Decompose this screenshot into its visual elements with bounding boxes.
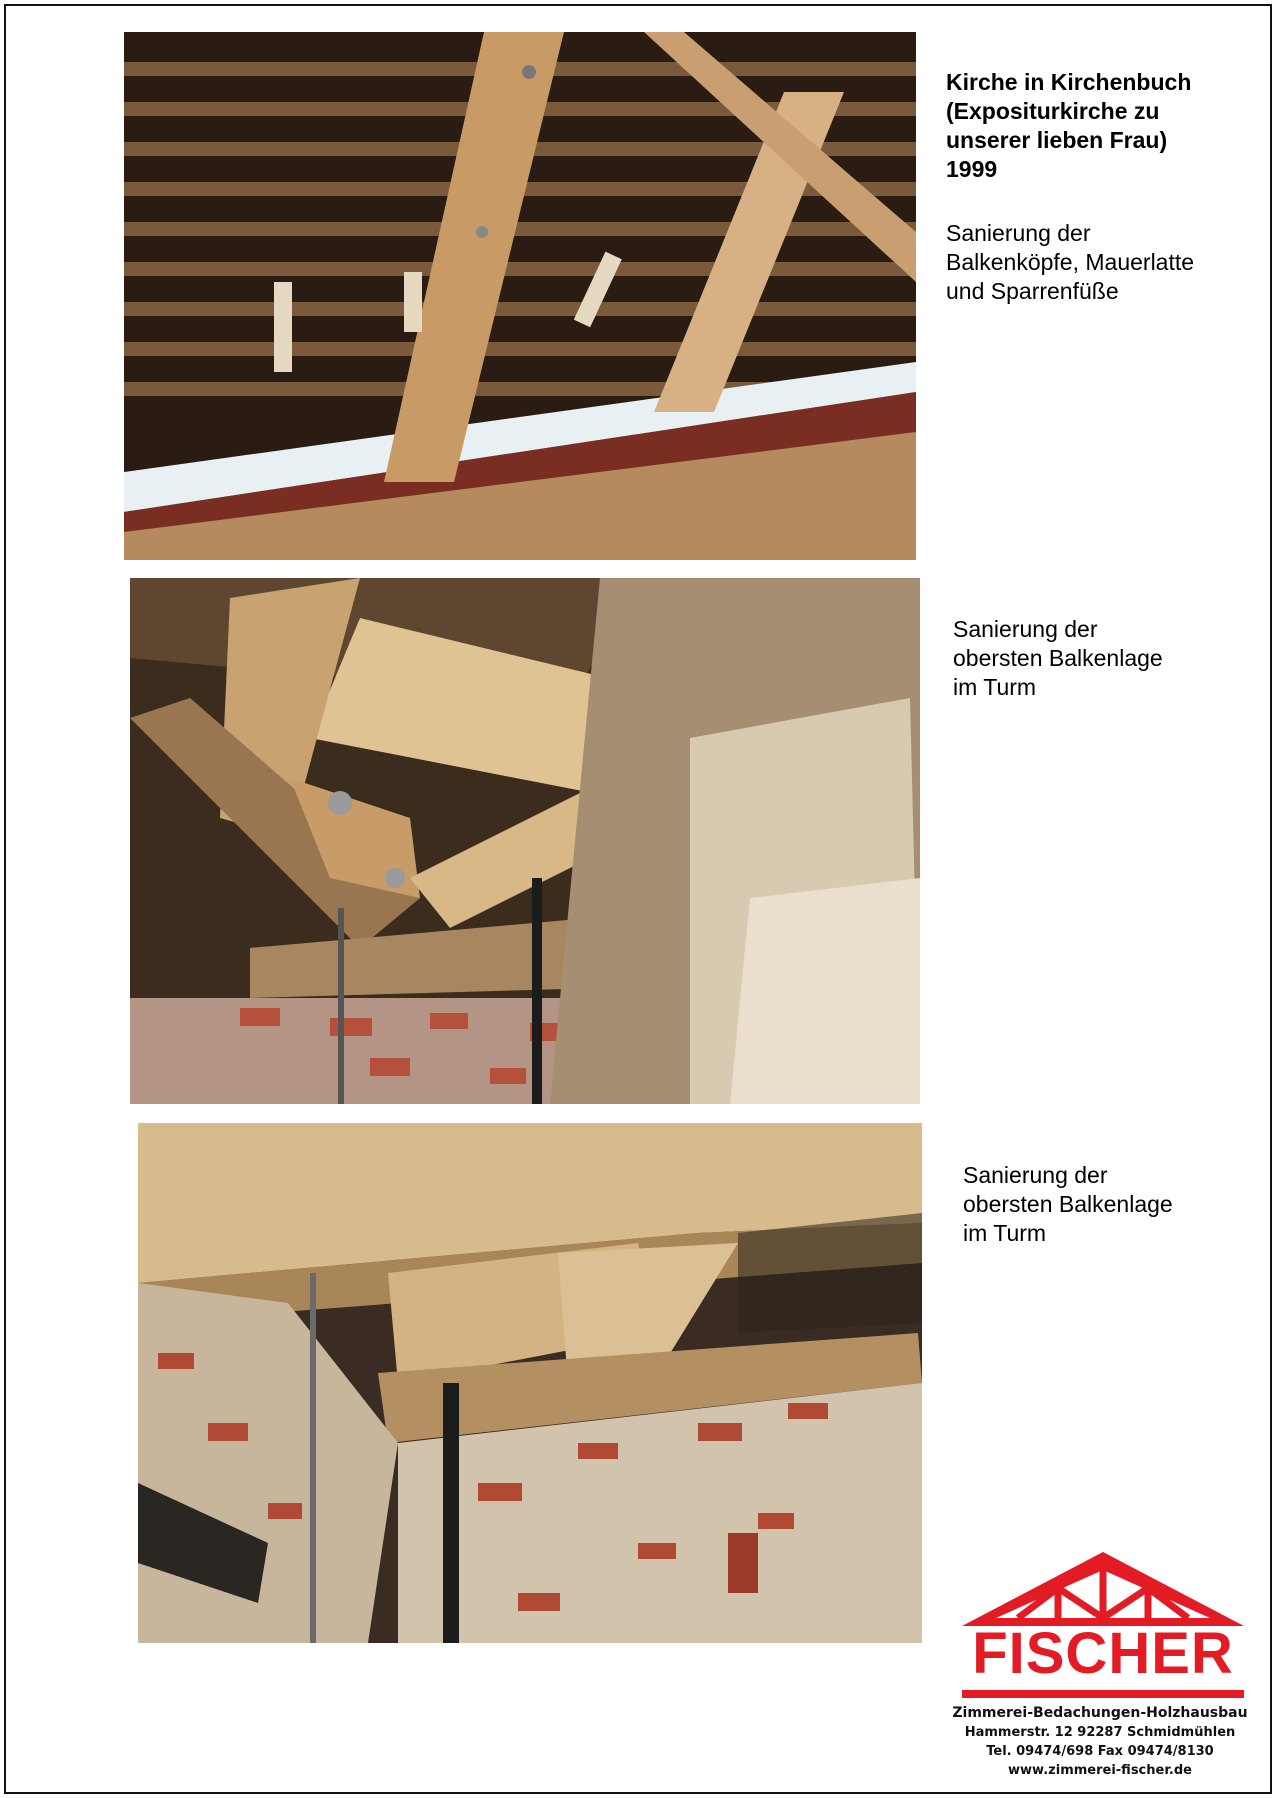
company-info (950, 1704, 1250, 1780)
photo-tower-beams-2 (138, 1123, 922, 1643)
company-phone: Tel. 09474/698 Fax 09474/8130 (986, 1744, 1214, 1759)
company-website-link[interactable]: www.zimmerei-fischer.de (1008, 1763, 1192, 1778)
photo-tower-beams-1 (130, 578, 920, 1104)
caption-tower-2: Sanierung der obersten Balkenlage im Turm (963, 1162, 1173, 1246)
company-logo (958, 1548, 1248, 1708)
title-line: unserer lieben Frau) (946, 127, 1168, 153)
year-label: 1999 (946, 156, 998, 182)
header-block (946, 68, 1246, 306)
caption-roof: Sanierung der Balkenköpfe, Mauerlatte und Sparrenfüße (946, 220, 1195, 304)
title-line: (Expositurkirche zu (946, 98, 1160, 124)
caption-tower-1: Sanierung der obersten Balkenlage im Turm (953, 616, 1163, 700)
title-line: Kirche in Kirchenbuch (946, 69, 1192, 95)
company-address: Hammerstr. 12 92287 Schmidmühlen (964, 1725, 1236, 1740)
company-tagline: Zimmerei-Bedachungen-Holzhausbau (952, 1705, 1248, 1721)
photo-roof-rafters (124, 32, 916, 560)
logo-wordmark: FISCHER (972, 1621, 1234, 1686)
